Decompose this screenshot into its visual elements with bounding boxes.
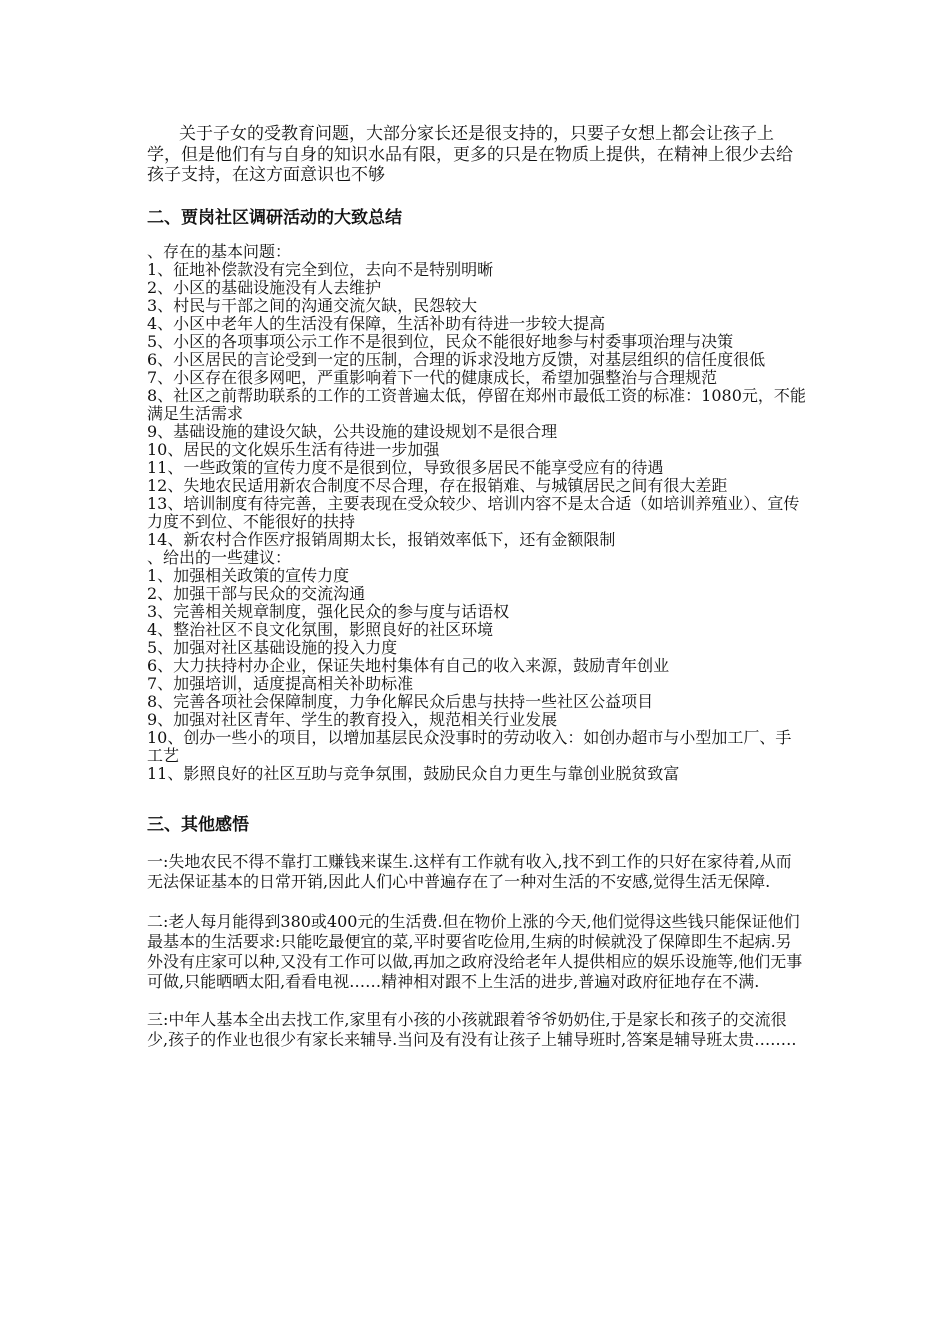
suggestion-item: 5、加强对社区基础设施的投入力度 [147, 637, 398, 657]
reflection-paragraph: 三:中年人基本全出去找工作,家里有小孩的小孩就跟着爷爷奶奶住,于是家长和孩子的交流很少,孩子的作业也很少有家长来辅导.当问及有没有让孩子上辅导班时,答案是辅导班太贵….…. [147, 1009, 797, 1049]
problem-item: 10、居民的文化娱乐生活有待进一步加强 [147, 439, 440, 459]
section-heading-reflections: 三、其他感悟 [147, 814, 249, 835]
problem-item: 4、小区中老年人的生活没有保障，生活补助有待进一步较大提高 [147, 313, 606, 333]
summary-body [147, 243, 807, 783]
problem-item: 3、村民与干部之间的沟通交流欠缺，民怨较大 [147, 295, 478, 315]
problem-item: 1、征地补偿款没有完全到位，去向不是特别明晰 [147, 259, 494, 279]
reflection-paragraph: 一:失地农民不得不靠打工赚钱来谋生.这样有工作就有收入,找不到工作的只好在家待着,从而无法保证基本的日常开销,因此人们心中普遍存在了一种对生活的不安感,觉得生活无保障. [147, 851, 792, 891]
document-page [147, 124, 807, 1050]
suggestions-label: 、给出的一些建议： [147, 547, 292, 567]
problems-label: 、存在的基本问题： [147, 241, 292, 261]
suggestion-item: 6、大力扶持村办企业，保证失地村集体有自己的收入来源，鼓励青年创业 [147, 655, 670, 675]
suggestion-item: 7、加强培训，适度提高相关补助标准 [147, 673, 414, 693]
suggestion-item: 11、影照良好的社区互助与竞争氛围，鼓励民众自力更生与靠创业脱贫致富 [147, 763, 680, 783]
problem-item: 9、基础设施的建设欠缺，公共设施的建设规划不是很合理 [147, 421, 558, 441]
problem-item: 5、小区的各项事项公示工作不是很到位，民众不能很好地参与村委事项治理与决策 [147, 331, 734, 351]
problem-item: 13、培训制度有待完善，主要表现在受众较少、培训内容不是太合适（如培训养殖业）、宣传力度不到位、不能很好的扶持 [147, 493, 800, 531]
suggestion-item: 2、加强干部与民众的交流沟通 [147, 583, 366, 603]
problem-item: 14、新农村合作医疗报销周期太长，报销效率低下，还有金额限制 [147, 529, 616, 549]
section-heading-summary: 二、贾岗社区调研活动的大致总结 [147, 207, 402, 228]
suggestion-item: 8、完善各项社会保障制度，力争化解民众后患与扶持一些社区公益项目 [147, 691, 654, 711]
problem-item: 11、一些政策的宣传力度不是很到位，导致很多居民不能享受应有的待遇 [147, 457, 664, 477]
problem-item: 7、小区存在很多网吧，严重影响着下一代的健康成长，希望加强整治与合理规范 [147, 367, 718, 387]
problem-item: 8、社区之前帮助联系的工作的工资普遍太低，停留在郑州市最低工资的标准：1080元，不能满足生活需求 [147, 385, 806, 423]
reflection-paragraph: 二:老人每月能得到380或400元的生活费.但在物价上涨的今天,他们觉得这些钱只能保证他们最基本的生活要求:只能吃最便宜的菜,平时要省吃俭用,生病的时候就没了保障即生不起病.另外没有庄家可以种,又没有工作可以做,再加之政府没给老年人提供相应的娱乐设施等,他们无事可做,只能晒晒太阳,看看电视……精神相对跟不上生活的进步,普遍对政府征地存在不满. [147, 911, 803, 991]
suggestion-item: 1、加强相关政策的宣传力度 [147, 565, 350, 585]
problem-item: 2、小区的基础设施没有人去维护 [147, 277, 382, 297]
problem-item: 6、小区居民的言论受到一定的压制，合理的诉求没地方反馈，对基层组织的信任度很低 [147, 349, 766, 369]
suggestion-item: 10、创办一些小的项目，以增加基层民众没事时的劳动收入：如创办超市与小型加工厂、手工艺 [147, 727, 792, 765]
problem-item: 12、失地农民适用新农合制度不尽合理，存在报销难、与城镇居民之间有很大差距 [147, 475, 728, 495]
intro-paragraph: 关于子女的受教育问题，大部分家长还是很支持的，只要子女想上都会让孩子上学，但是他们有与自身的知识水品有限，更多的只是在物质上提供，在精神上很少去给孩子支持，在这方面意识也不够 [147, 124, 793, 185]
suggestion-item: 4、整治社区不良文化氛围，影照良好的社区环境 [147, 619, 494, 639]
suggestion-item: 3、完善相关规章制度，强化民众的参与度与话语权 [147, 601, 510, 621]
suggestion-item: 9、加强对社区青年、学生的教育投入，规范相关行业发展 [147, 709, 558, 729]
